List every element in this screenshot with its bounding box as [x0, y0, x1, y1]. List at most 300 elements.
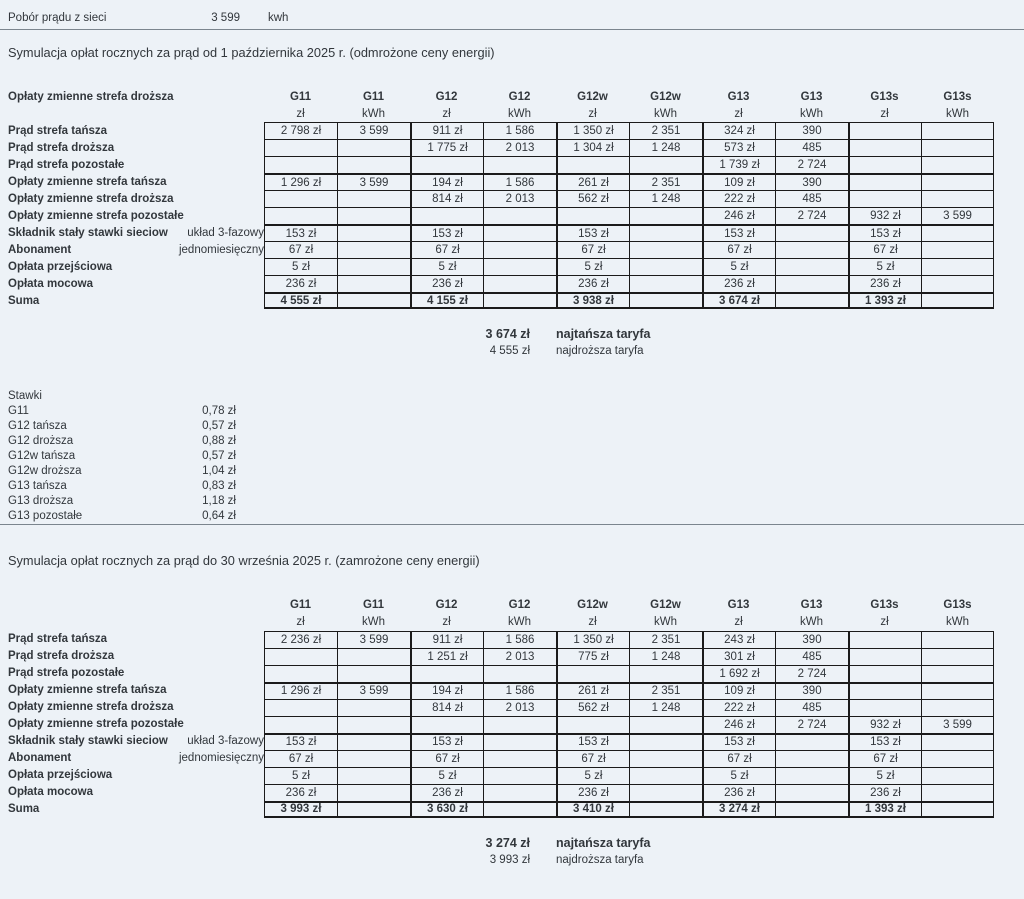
table-cell: 236 zł — [556, 275, 629, 292]
table-cell — [775, 750, 848, 767]
table-cell: 1 350 zł — [556, 122, 629, 139]
table-cell — [337, 207, 410, 224]
table-cell: 3 599 — [337, 122, 410, 139]
row-label: Opłaty zmienne strefa tańsza — [8, 175, 167, 188]
rate-row — [8, 403, 1024, 418]
cheapest-tariff-label: najtańsza taryfa — [556, 836, 651, 851]
table-cell: 153 zł — [410, 224, 483, 241]
table-cell: 1 393 zł — [848, 292, 921, 309]
table-cell — [337, 767, 410, 784]
row-label: Opłaty zmienne strefa droższa — [8, 701, 174, 714]
rate-label: G13 droższa — [8, 495, 74, 508]
column-header: G13 — [800, 90, 823, 103]
column-header: G12 — [435, 599, 458, 612]
table-cell — [921, 733, 994, 750]
table-cell: 3 599 — [337, 631, 410, 648]
table-cell: 236 zł — [410, 275, 483, 292]
summary-expensive-row — [8, 342, 1024, 359]
table-cell: 5 zł — [556, 767, 629, 784]
table-cell — [848, 699, 921, 716]
row-label: Prąd strefa tańsza — [8, 124, 108, 137]
table-cell: 814 zł — [410, 190, 483, 207]
row-label: Opłata mocowa — [8, 277, 93, 290]
table-cell — [556, 207, 629, 224]
table-cell — [629, 665, 702, 682]
table-cell: 1 586 — [483, 122, 556, 139]
table-cell: 246 zł — [702, 716, 775, 733]
table-cell — [410, 716, 483, 733]
table-cell: 5 zł — [264, 258, 337, 275]
table-cell: 911 zł — [410, 631, 483, 648]
column-header: G13s — [943, 599, 972, 612]
table-cell: 390 — [775, 682, 848, 699]
table-cell — [337, 258, 410, 275]
table-cell: 324 zł — [702, 122, 775, 139]
column-header: G12w — [577, 90, 608, 103]
table-cell — [775, 224, 848, 241]
table-cell — [848, 122, 921, 139]
table-cell — [483, 784, 556, 801]
table-cell — [483, 767, 556, 784]
rate-row — [8, 509, 1024, 524]
table-cell: 301 zł — [702, 648, 775, 665]
table-cell: 109 zł — [702, 173, 775, 190]
table-cell: 932 zł — [848, 716, 921, 733]
table-cell: 911 zł — [410, 122, 483, 139]
table-cell: 485 — [775, 648, 848, 665]
rate-label: G13 tańsza — [8, 480, 67, 493]
row-label: Suma — [8, 294, 40, 307]
table-cell: 3 599 — [337, 173, 410, 190]
table-cell: 562 zł — [556, 190, 629, 207]
table-cell: 194 zł — [410, 682, 483, 699]
table-cell: 5 zł — [410, 258, 483, 275]
table-cell: 1 775 zł — [410, 139, 483, 156]
table-cell: 5 zł — [702, 258, 775, 275]
table-cell: 1 304 zł — [556, 139, 629, 156]
table-cell: 1 248 — [629, 190, 702, 207]
column-header: G12w — [650, 599, 681, 612]
rate-value: 0,57 zł — [202, 449, 236, 462]
table-cell — [629, 224, 702, 241]
expensive-tariff-value: 4 555 zł — [489, 344, 530, 357]
table-cell — [921, 784, 994, 801]
rate-row — [8, 463, 1024, 478]
table-cell — [264, 716, 337, 733]
column-header: G11 — [362, 90, 385, 103]
table-cell: 236 zł — [556, 784, 629, 801]
table-cell — [921, 190, 994, 207]
column-header: G13s — [870, 90, 899, 103]
column-unit: zł — [296, 616, 305, 629]
rate-label: G12w droższa — [8, 465, 82, 478]
table-cell — [629, 716, 702, 733]
table-cell — [337, 139, 410, 156]
table-cell: 153 zł — [702, 733, 775, 750]
table-cell — [483, 258, 556, 275]
table-cell: 2 351 — [629, 631, 702, 648]
table-cell: 222 zł — [702, 190, 775, 207]
table-cell: 67 zł — [702, 241, 775, 258]
cheapest-tariff-label: najtańsza taryfa — [556, 326, 651, 341]
table-cell — [921, 648, 994, 665]
table-cell: 4 555 zł — [264, 292, 337, 309]
table-cell — [848, 173, 921, 190]
table-cell — [483, 224, 556, 241]
simulation-table-unfrozen — [8, 88, 1024, 309]
rate-value: 0,57 zł — [202, 419, 236, 432]
column-unit: zł — [442, 616, 451, 629]
table-cell — [410, 207, 483, 224]
table-cell: 1 251 zł — [410, 648, 483, 665]
table-cell — [629, 156, 702, 173]
rate-row — [8, 418, 1024, 433]
table-cell — [629, 292, 702, 309]
table-cell — [337, 784, 410, 801]
table-cell: 1 248 — [629, 648, 702, 665]
rate-row — [8, 433, 1024, 448]
table-cell — [264, 190, 337, 207]
table-cell: 236 zł — [848, 784, 921, 801]
rate-label: G13 pozostałe — [8, 510, 83, 523]
table-cell — [556, 665, 629, 682]
table-cell — [921, 682, 994, 699]
table-cell — [483, 241, 556, 258]
table-cell — [775, 767, 848, 784]
column-header: G12w — [650, 90, 681, 103]
table-cell — [629, 784, 702, 801]
table-cell: 1 248 — [629, 699, 702, 716]
table-cell: 390 — [775, 173, 848, 190]
column-header: G13s — [943, 90, 972, 103]
table-cell: 153 zł — [848, 733, 921, 750]
row-label: Opłata mocowa — [8, 786, 93, 799]
column-header: G13s — [870, 599, 899, 612]
table-cell — [775, 801, 848, 818]
table-cell — [483, 207, 556, 224]
row-label: Składnik stały stawki sieciow układ 3-fazowy — [8, 226, 264, 239]
column-header: G11 — [289, 90, 312, 103]
table-cell: 2 013 — [483, 699, 556, 716]
table-cell: 5 zł — [848, 258, 921, 275]
column-unit: kWh — [800, 107, 823, 120]
column-unit: zł — [734, 107, 743, 120]
row-label: Suma — [8, 803, 40, 816]
column-header: G13 — [727, 90, 750, 103]
row-label: Opłaty zmienne strefa droższa — [8, 192, 174, 205]
column-unit: zł — [880, 107, 889, 120]
row-label: Prąd strefa droższa — [8, 141, 115, 154]
table-cell — [337, 648, 410, 665]
table-cell: 261 zł — [556, 173, 629, 190]
table-cell — [921, 139, 994, 156]
table-cell: 2 351 — [629, 122, 702, 139]
table-cell: 194 zł — [410, 173, 483, 190]
simulation-table-frozen — [8, 597, 1024, 818]
table-cell — [264, 156, 337, 173]
horizontal-divider — [0, 29, 1024, 30]
table-cell — [921, 122, 994, 139]
table-cell: 236 zł — [848, 275, 921, 292]
table-cell — [483, 750, 556, 767]
table-cell — [921, 173, 994, 190]
rate-value: 0,64 zł — [202, 510, 236, 523]
table-cell: 236 zł — [702, 784, 775, 801]
table-cell: 67 zł — [264, 241, 337, 258]
table-cell — [264, 665, 337, 682]
table-cell — [556, 716, 629, 733]
table-cell — [921, 241, 994, 258]
table-cell — [848, 665, 921, 682]
row-label: Abonament jednomiesięczny — [8, 752, 264, 765]
table-cell: 485 — [775, 190, 848, 207]
column-unit: kWh — [508, 107, 531, 120]
table-cell: 573 zł — [702, 139, 775, 156]
rates-list — [8, 388, 1024, 524]
grid-consumption-value: 3 599 — [211, 12, 240, 24]
table-cell — [483, 801, 556, 818]
row-label: Abonament jednomiesięczny — [8, 243, 264, 256]
column-unit: zł — [588, 616, 597, 629]
table-cell — [483, 292, 556, 309]
expensive-tariff-label: najdroższa taryfa — [556, 344, 644, 357]
column-unit: kWh — [946, 616, 969, 629]
row-label: Prąd strefa tańsza — [8, 633, 108, 646]
row-label: Opłaty zmienne strefa pozostałe — [8, 209, 184, 222]
table-cell: 236 zł — [264, 784, 337, 801]
section-title-frozen: Symulacja opłat rocznych za prąd do 30 września 2025 r. (zamrożone ceny energii) — [8, 552, 480, 568]
grid-consumption-row — [0, 0, 1024, 29]
column-header: G12 — [435, 90, 458, 103]
rate-row — [8, 494, 1024, 509]
table-cell — [775, 784, 848, 801]
rate-label: G12 droższa — [8, 434, 74, 447]
rate-row — [8, 479, 1024, 494]
table-cell: 1 739 zł — [702, 156, 775, 173]
table-cell: 236 zł — [264, 275, 337, 292]
table-cell — [629, 767, 702, 784]
table-cell: 5 zł — [410, 767, 483, 784]
section-title-unfrozen: Symulacja opłat rocznych za prąd od 1 października 2025 r. (odmrożone ceny energii) — [8, 45, 495, 60]
table-cell: 3 938 zł — [556, 292, 629, 309]
table-cell — [921, 258, 994, 275]
cheapest-tariff-value: 3 674 zł — [485, 326, 530, 341]
row-label: Składnik stały stawki sieciow układ 3-fazowy — [8, 735, 264, 748]
table-cell: 1 586 — [483, 631, 556, 648]
table-cell: 1 586 — [483, 682, 556, 699]
table-cell — [337, 801, 410, 818]
table-cell: 390 — [775, 631, 848, 648]
table-cell: 5 zł — [264, 767, 337, 784]
table-cell: 2 236 zł — [264, 631, 337, 648]
column-header: G12w — [577, 599, 608, 612]
grid-consumption-unit: kwh — [268, 12, 289, 24]
table-cell — [264, 207, 337, 224]
table-cell: 2 013 — [483, 190, 556, 207]
table-cell — [483, 275, 556, 292]
table-cell — [848, 682, 921, 699]
column-header: G13 — [727, 599, 750, 612]
rate-row — [8, 448, 1024, 463]
table-cell: 1 393 zł — [848, 801, 921, 818]
horizontal-divider — [0, 524, 1024, 525]
table-cell — [921, 750, 994, 767]
column-unit: kWh — [362, 107, 385, 120]
table-cell — [775, 292, 848, 309]
table-cell — [921, 665, 994, 682]
table-cell — [337, 241, 410, 258]
row-label: Opłata przejściowa — [8, 769, 113, 782]
table-cell: 236 zł — [410, 784, 483, 801]
table-cell: 153 zł — [556, 733, 629, 750]
table-cell — [337, 716, 410, 733]
table-cell: 3 993 zł — [264, 801, 337, 818]
table-cell: 1 692 zł — [702, 665, 775, 682]
table-cell: 5 zł — [556, 258, 629, 275]
rates-rows — [8, 403, 1024, 524]
table-cell — [483, 665, 556, 682]
table-cell: 67 zł — [410, 750, 483, 767]
table-cell — [483, 733, 556, 750]
rate-label: G11 — [8, 404, 29, 417]
rates-title: Stawki — [8, 389, 42, 402]
table-cell: 1 248 — [629, 139, 702, 156]
table-cell: 246 zł — [702, 207, 775, 224]
table-cell — [775, 275, 848, 292]
table-cell: 67 zł — [556, 241, 629, 258]
table-cell: 2 351 — [629, 173, 702, 190]
column-unit: zł — [296, 107, 305, 120]
table-cell — [921, 275, 994, 292]
column-unit: zł — [588, 107, 597, 120]
row-label: Opłata przejściowa — [8, 260, 113, 273]
table-cell — [775, 241, 848, 258]
rate-value: 1,18 zł — [202, 495, 236, 508]
table-cell — [775, 258, 848, 275]
table-cell — [921, 631, 994, 648]
table-cell: 2 798 zł — [264, 122, 337, 139]
table-cell — [921, 767, 994, 784]
table-cell — [629, 750, 702, 767]
table-cell — [848, 139, 921, 156]
table-cell: 153 zł — [848, 224, 921, 241]
table-corner-label — [8, 597, 264, 614]
table-cell: 2 724 — [775, 716, 848, 733]
column-unit: kWh — [800, 616, 823, 629]
summary-unfrozen — [8, 325, 1024, 359]
table-cell: 67 zł — [702, 750, 775, 767]
table-cell: 261 zł — [556, 682, 629, 699]
table-cell — [775, 733, 848, 750]
column-unit: zł — [734, 616, 743, 629]
table-cell: 67 zł — [556, 750, 629, 767]
table-cell — [483, 156, 556, 173]
table-cell: 236 zł — [702, 275, 775, 292]
table-cell: 4 155 zł — [410, 292, 483, 309]
expensive-tariff-label: najdroższa taryfa — [556, 854, 644, 867]
table-cell — [848, 190, 921, 207]
table-cell — [337, 190, 410, 207]
table-cell — [264, 648, 337, 665]
table-cell: 2 724 — [775, 207, 848, 224]
table-cell — [629, 733, 702, 750]
column-unit: kWh — [508, 616, 531, 629]
column-header: G11 — [362, 599, 385, 612]
table-cell — [264, 139, 337, 156]
table-cell: 2 013 — [483, 139, 556, 156]
table-cell — [337, 733, 410, 750]
table-cell: 3 274 zł — [702, 801, 775, 818]
row-label: Opłaty zmienne strefa tańsza — [8, 684, 167, 697]
table-cell: 153 zł — [264, 733, 337, 750]
column-unit: zł — [442, 107, 451, 120]
table-cell: 3 599 — [921, 716, 994, 733]
table-cell — [556, 156, 629, 173]
cheapest-tariff-value: 3 274 zł — [485, 836, 530, 851]
table-cell: 153 zł — [264, 224, 337, 241]
table-cell: 67 zł — [848, 241, 921, 258]
row-label: Prąd strefa pozostałe — [8, 667, 125, 680]
table-cell: 2 724 — [775, 665, 848, 682]
table-cell — [337, 699, 410, 716]
table-cell: 3 599 — [337, 682, 410, 699]
expensive-tariff-value: 3 993 zł — [489, 854, 530, 867]
table-cell — [337, 275, 410, 292]
table-cell: 1 350 zł — [556, 631, 629, 648]
table-cell: 775 zł — [556, 648, 629, 665]
table-cell: 3 599 — [921, 207, 994, 224]
table-cell: 67 zł — [410, 241, 483, 258]
row-label: Opłaty zmienne strefa pozostałe — [8, 718, 184, 731]
summary-expensive-row — [8, 852, 1024, 869]
table-cell — [629, 241, 702, 258]
table-cell: 390 — [775, 122, 848, 139]
column-unit: kWh — [362, 616, 385, 629]
summary-cheapest-row — [8, 835, 1024, 852]
table-cell — [337, 665, 410, 682]
table-cell: 3 674 zł — [702, 292, 775, 309]
table-cell: 814 zł — [410, 699, 483, 716]
table-cell — [410, 665, 483, 682]
table-cell: 485 — [775, 139, 848, 156]
column-header: G11 — [289, 599, 312, 612]
table-cell: 1 296 zł — [264, 173, 337, 190]
summary-frozen — [8, 835, 1024, 869]
table-cell: 5 zł — [848, 767, 921, 784]
table-cell: 243 zł — [702, 631, 775, 648]
table-cell: 1 586 — [483, 173, 556, 190]
table-corner-spacer — [8, 105, 264, 122]
rate-value: 0,88 zł — [202, 434, 236, 447]
table-cell — [921, 156, 994, 173]
table-cell — [629, 801, 702, 818]
table-cell: 67 zł — [848, 750, 921, 767]
table-cell: 932 zł — [848, 207, 921, 224]
table-cell: 3 630 zł — [410, 801, 483, 818]
table-cell — [337, 224, 410, 241]
table-cell: 1 296 zł — [264, 682, 337, 699]
column-unit: zł — [880, 616, 889, 629]
column-header: G12 — [508, 90, 531, 103]
column-header: G13 — [800, 599, 823, 612]
table-cell: 222 zł — [702, 699, 775, 716]
rate-value: 0,78 zł — [202, 404, 236, 417]
table-cell: 109 zł — [702, 682, 775, 699]
table-cell — [848, 156, 921, 173]
table-cell — [921, 699, 994, 716]
table-cell: 2 724 — [775, 156, 848, 173]
table-cell: 2 351 — [629, 682, 702, 699]
